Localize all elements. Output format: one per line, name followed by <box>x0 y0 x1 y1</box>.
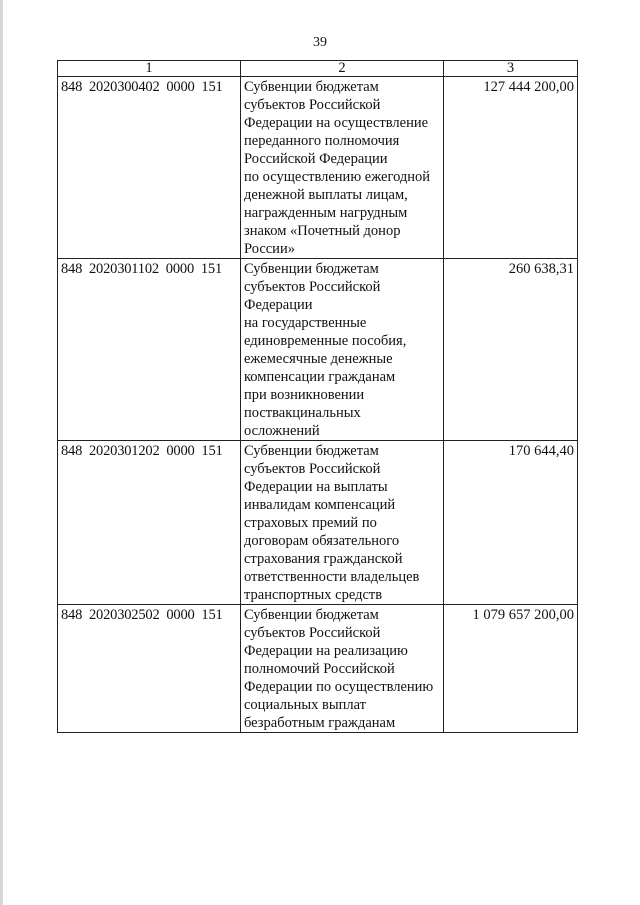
row-amount: 1 079 657 200,00 <box>444 605 578 733</box>
row-description: Субвенции бюджетам субъектов Российской Федерации на осуществление переданного полномочия Российской Федерации по осуществлению ежегодной денежной выплаты лицам, награжденным нагрудным знаком «Почетный донор России» <box>241 77 444 259</box>
scan-edge <box>0 0 3 905</box>
row-description: Субвенции бюджетам субъектов Российской Федерации на реализацию полномочий Российской Федерации по осуществлению социальных выплат безработным гражданам <box>241 605 444 733</box>
budget-table <box>57 60 578 733</box>
budget-code: 848 2020301202 0000 151 <box>58 441 241 605</box>
budget-code: 848 2020301102 0000 151 <box>58 259 241 441</box>
page-number: 39 <box>313 35 327 50</box>
column-header-3: 3 <box>444 61 578 77</box>
budget-code: 848 2020302502 0000 151 <box>58 605 241 733</box>
budget-code: 848 2020300402 0000 151 <box>58 77 241 259</box>
table-row <box>58 77 578 259</box>
table-header-row <box>58 61 578 77</box>
row-description: Субвенции бюджетам субъектов Российской Федерации на выплаты инвалидам компенсаций страховых премий по договорам обязательного страхования гражданской ответственности владельцев транспортных средств <box>241 441 444 605</box>
row-description: Субвенции бюджетам субъектов Российской Федерации на государственные единовременные пособия, ежемесячные денежные компенсации гражданам при возникновении поствакцинальных осложнений <box>241 259 444 441</box>
row-amount: 260 638,31 <box>444 259 578 441</box>
column-header-2: 2 <box>241 61 444 77</box>
table-row <box>58 605 578 733</box>
row-amount: 170 644,40 <box>444 441 578 605</box>
column-header-1: 1 <box>58 61 241 77</box>
row-amount: 127 444 200,00 <box>444 77 578 259</box>
table-row <box>58 259 578 441</box>
table-row <box>58 441 578 605</box>
